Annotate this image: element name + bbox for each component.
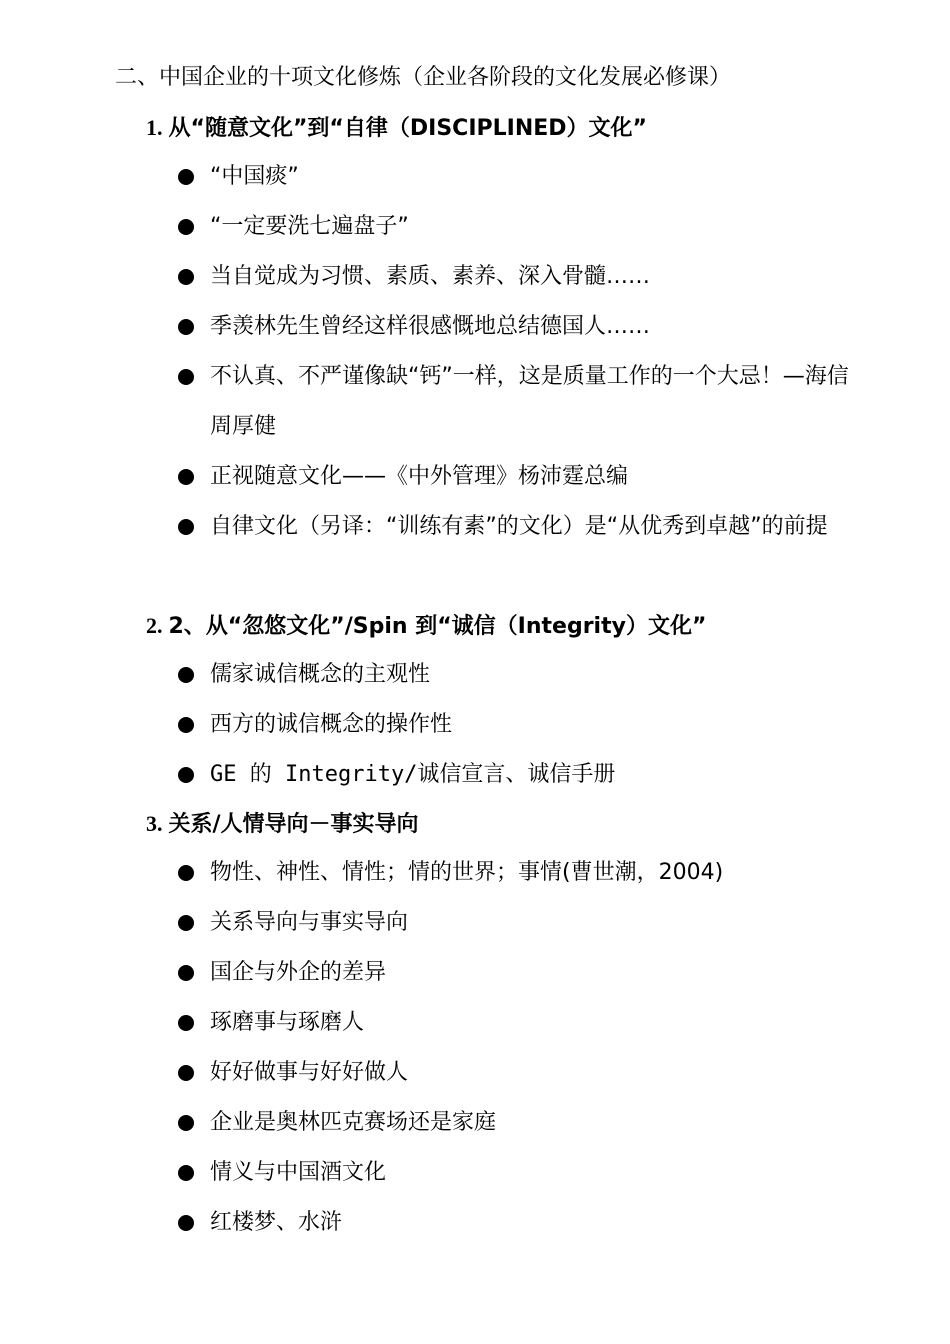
- list-item: 正视随意文化——《中外管理》杨沛霆总编: [176, 452, 866, 502]
- list-item: 物性、神性、情性；情的世界；事情(曹世潮，2004): [176, 848, 866, 898]
- section-number: 2.: [146, 613, 163, 638]
- list-item: 西方的诚信概念的操作性: [176, 700, 866, 750]
- bullet-icon: [178, 1215, 194, 1231]
- section-1-header: [146, 108, 866, 149]
- section-3-header: [146, 804, 866, 845]
- list-item: GE 的 Integrity/诚信宣言、诚信手册: [176, 750, 866, 800]
- list-item: 好好做事与好好做人: [176, 1048, 866, 1098]
- list-item: 季羡林先生曾经这样很感慨地总结德国人……: [176, 302, 866, 352]
- list-item: 儒家诚信概念的主观性: [176, 650, 866, 700]
- list-item: “中国痰”: [176, 152, 866, 202]
- bullet-icon: [178, 1015, 194, 1031]
- section-3-list: [176, 848, 866, 1248]
- bullet-icon: [178, 915, 194, 931]
- section-2-list: [176, 650, 866, 800]
- bullet-icon: [178, 219, 194, 235]
- bullet-icon: [178, 865, 194, 881]
- bullet-icon: [178, 169, 194, 185]
- list-item: 情义与中国酒文化: [176, 1148, 866, 1198]
- section-title: 关系/人情导向－事实导向: [168, 812, 419, 837]
- bullet-icon: [178, 667, 194, 683]
- list-item: 红楼梦、水浒: [176, 1198, 866, 1248]
- bullet-icon: [178, 469, 194, 485]
- section-title: 从“随意文化”到“自律（DISCIPLINED）文化”: [168, 116, 647, 141]
- bullet-icon: [178, 369, 194, 385]
- section-1-list: [176, 152, 866, 552]
- section-number: 3.: [146, 811, 163, 836]
- bullet-icon: [178, 965, 194, 981]
- list-item: 国企与外企的差异: [176, 948, 866, 998]
- list-item: 关系导向与事实导向: [176, 898, 866, 948]
- bullet-icon: [178, 1065, 194, 1081]
- list-item: 自律文化（另译：“训练有素”的文化）是“从优秀到卓越”的前提: [176, 502, 866, 552]
- section-title: 2、从“忽悠文化”/Spin 到“诚信（Integrity）文化”: [168, 614, 707, 639]
- bullet-icon: [178, 1165, 194, 1181]
- bullet-icon: [178, 717, 194, 733]
- section-2-header: [146, 606, 866, 647]
- list-item: 企业是奥林匹克赛场还是家庭: [176, 1098, 866, 1148]
- list-item: 当自觉成为习惯、素质、素养、深入骨髓……: [176, 252, 866, 302]
- bullet-icon: [178, 319, 194, 335]
- list-item: 不认真、不严谨像缺“钙”一样，这是质量工作的一个大忌！—海信周厚健: [176, 352, 866, 452]
- bullet-icon: [178, 519, 194, 535]
- list-item: “一定要洗七遍盘子”: [176, 202, 866, 252]
- bullet-icon: [178, 1115, 194, 1131]
- bullet-icon: [178, 269, 194, 285]
- document-heading: 二、中国企业的十项文化修炼（企业各阶段的文化发展必修课）: [115, 65, 732, 90]
- bullet-icon: [178, 767, 194, 783]
- list-item: 琢磨事与琢磨人: [176, 998, 866, 1048]
- section-number: 1.: [146, 115, 163, 140]
